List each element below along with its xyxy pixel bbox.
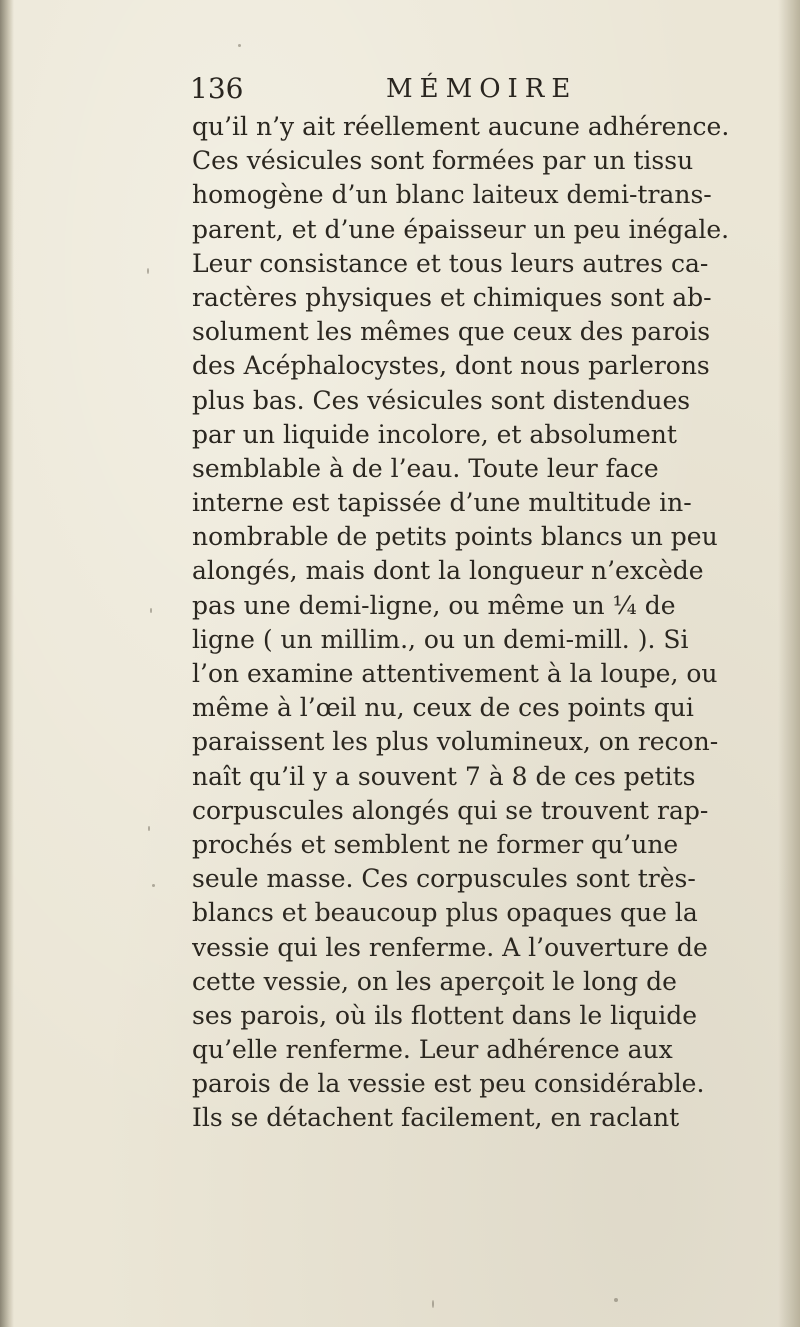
text-line: parois de la vessie est peu considérable. — [192, 1069, 705, 1099]
text-line: Leur consistance et tous leurs autres ca- — [192, 248, 709, 278]
page-header — [190, 72, 790, 112]
text-line: qu’il n’y ait réellement aucune adhérence. — [192, 112, 730, 141]
text-line: homogène d’un blanc laiteux demi-trans- — [192, 180, 712, 210]
text-line: Ils se détachent facilement, en raclant — [192, 1103, 680, 1133]
text-line: ligne ( un millim., ou un demi-mill. ). Si — [192, 624, 689, 654]
text-line: seule masse. Ces corpuscules sont très- — [192, 864, 696, 894]
text-line: cette vessie, on les aperçoit le long de — [192, 966, 677, 996]
text-line: ractères physiques et chimiques sont ab- — [192, 282, 712, 312]
text-line: parent, et d’une épaisseur un peu inégale. — [192, 214, 730, 244]
text-line: naît qu’il y a souvent 7 à 8 de ces petits — [192, 761, 696, 791]
text-line: blancs et beaucoup plus opaques que la — [192, 898, 698, 928]
text-line: semblable à de l’eau. Toute leur face — [192, 453, 659, 483]
running-title: MÉMOIRE — [386, 74, 578, 104]
text-line: alongés, mais dont la longueur n’excède — [192, 556, 704, 586]
text-line: prochés et semblent ne former qu’une — [192, 829, 679, 859]
text-line: vessie qui les renferme. A l’ouverture de — [192, 932, 708, 962]
text-line: nombrable de petits points blancs un peu — [192, 522, 718, 552]
text-line: paraissent les plus volumineux, on recon- — [192, 727, 719, 757]
paper-speck — [152, 884, 155, 887]
page-number: 136 — [190, 72, 244, 105]
text-line: interne est tapissée d’une multitude in- — [192, 488, 692, 518]
body-text — [192, 110, 792, 1136]
paper-speck — [148, 826, 150, 831]
text-line: pas une demi-ligne, ou même un ¼ de — [192, 590, 676, 620]
text-line: qu’elle renferme. Leur adhérence aux — [192, 1035, 673, 1065]
text-line: ses parois, où ils flottent dans le liquide — [192, 1000, 698, 1030]
paper-speck — [614, 1298, 618, 1302]
binding-shadow — [0, 0, 14, 1327]
text-line: l’on examine attentivement à la loupe, ou — [192, 659, 718, 688]
text-line: des Acéphalocystes, dont nous parlerons — [192, 351, 710, 381]
paper-speck — [150, 608, 152, 613]
paper-speck — [432, 1300, 434, 1308]
text-line: même à l’œil nu, ceux de ces points qui — [192, 693, 694, 723]
paper-speck — [147, 268, 149, 274]
text-line: Ces vésicules sont formées par un tissu — [192, 146, 694, 176]
text-line: par un liquide incolore, et absolument — [192, 419, 677, 449]
text-line: solument les mêmes que ceux des parois — [192, 317, 711, 347]
text-line: corpuscules alongés qui se trouvent rap- — [192, 795, 709, 825]
paper-speck — [238, 44, 241, 47]
text-line: plus bas. Ces vésicules sont distendues — [192, 385, 691, 415]
